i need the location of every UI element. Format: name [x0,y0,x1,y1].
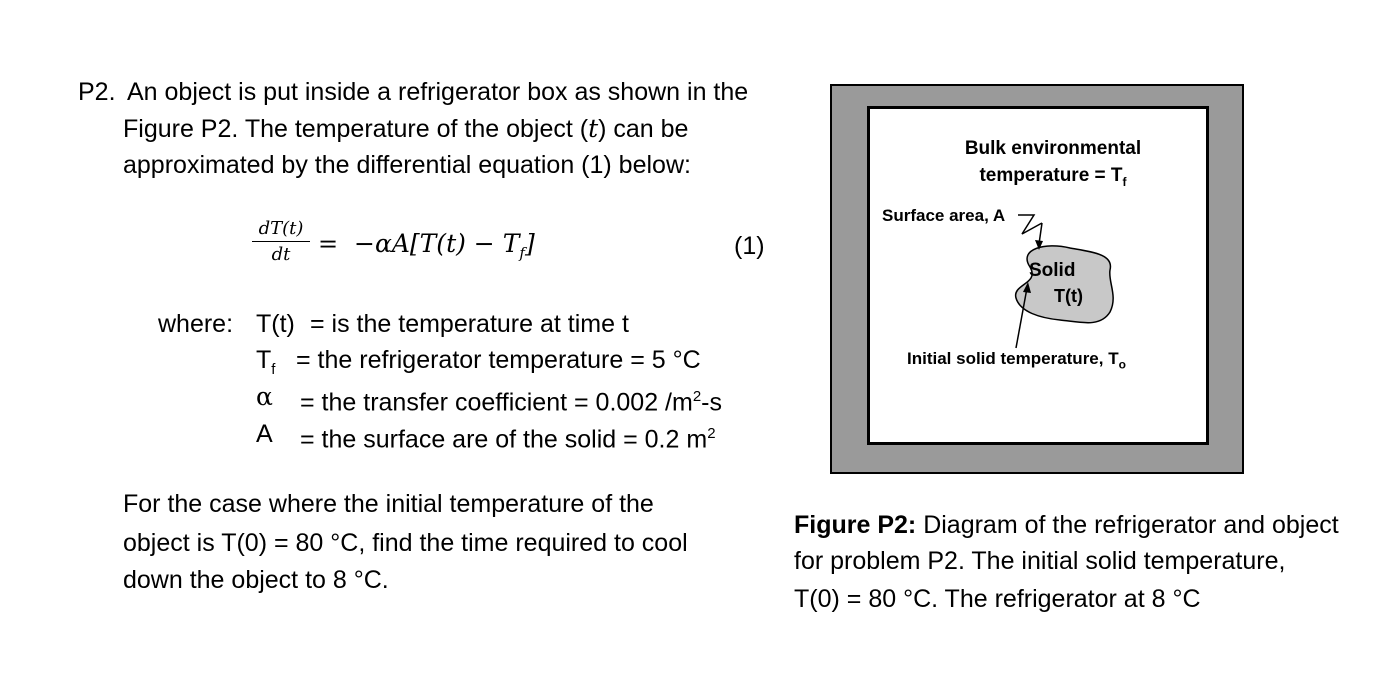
def-symbol-tt: T(t) [256,310,295,338]
equation-rhs: $-\alpha A[T(t) - T_f]$ [354,229,535,262]
def-text-tf: = the refrigerator temperature = 5 °C [296,346,701,374]
equation-fraction [252,218,310,266]
question-line-1: For the case where the initial temperature of the [123,490,654,518]
question-line-2: object is T(0) = 80 °C, find the time required to cool [123,529,688,557]
equation-denominator: dt [271,244,291,265]
solid-blob [1016,246,1114,323]
equation-number: (1) [734,232,765,260]
fraction-bar [252,241,310,242]
surface-area-label: Surface area, A [882,206,1006,225]
def-text-alpha: = the transfer coefficient = 0.002 $/m^2-s$ [300,388,722,417]
where-label: where: [158,310,234,338]
equation-equals: = [318,230,339,258]
def-symbol-a: A [256,420,273,448]
caption-line-3: T(0) = 80 °C. The refrigerator at 8 °C [794,585,1201,613]
problem-line-3: approximated by the differential equation (1) below: [123,151,691,179]
caption-line-1: Figure P2: Diagram of the refrigerator and object [794,511,1339,539]
surface-area-leader [1018,215,1042,234]
bulk-env-line-1: Bulk environmental [964,138,1142,159]
caption-label: Figure P2: [794,511,917,539]
initial-temp-label: Initial solid temperature, $T_o$ [907,349,1126,372]
solid-temp-label: T(t) [1054,286,1083,306]
def-text-tt: = is the temperature at time t [310,310,629,338]
problem-number: P2. [78,78,116,106]
def-symbol-tf: $T_f$ [256,346,276,378]
problem-line-1: An object is put inside a refrigerator box as shown in the [127,78,749,106]
problem-line-2: Figure P2. The temperature of the object (t) can be [123,114,689,143]
equation-numerator: dT(t) [258,218,304,239]
def-text-a: = the surface are of the solid = 0.2 $m^2$ [300,425,716,454]
question-line-3: down the object to 8 °C. [123,566,389,594]
def-symbol-alpha: α [256,382,273,411]
bulk-env-line-2: temperature = $T_f$ [979,165,1127,189]
caption-line-2: for problem P2. The initial solid temperature, [794,547,1286,575]
solid-label: Solid [1029,260,1076,281]
